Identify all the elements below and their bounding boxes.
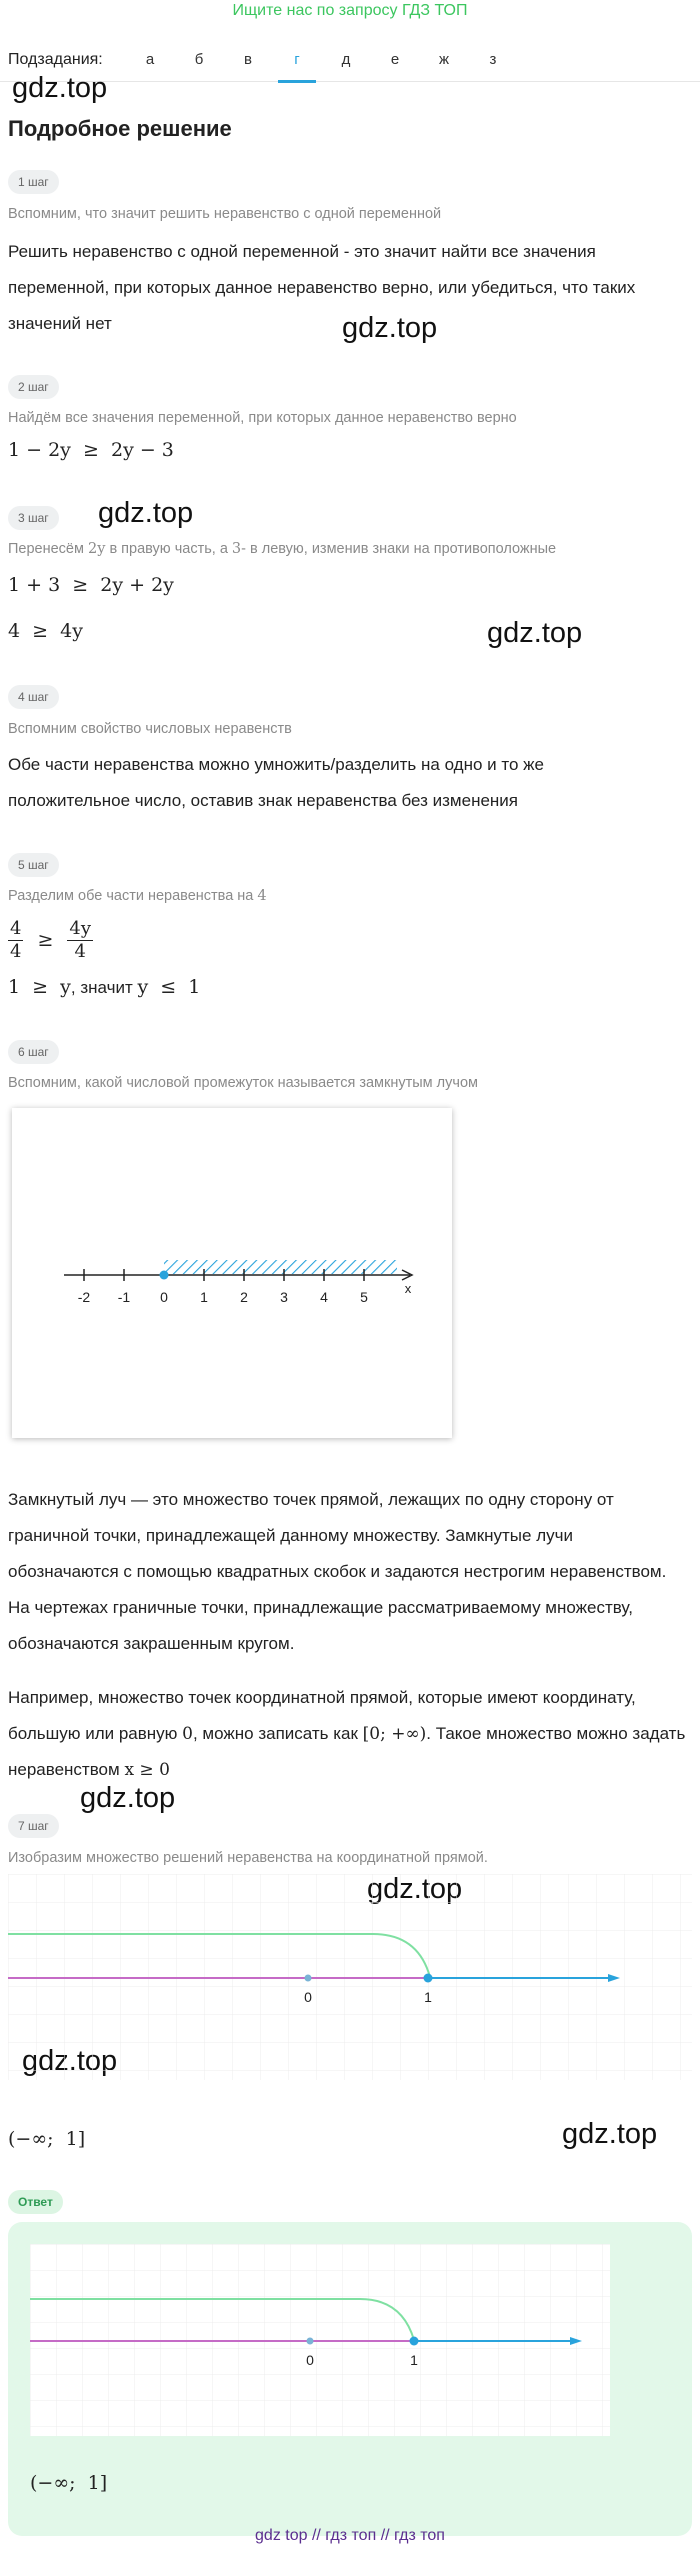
step-badge: 1 шаг [8,170,59,194]
fraction-left [8,918,23,963]
tab-d[interactable]: д [341,51,351,68]
tick-label: 1 [200,1289,208,1305]
example-text: Например, множество точек координатной прямой, которые имеют координату, большую или равную 0, можно записать как [0; +∞). Такое множество можно задать неравенством x ≥ 0 [8,1688,686,1780]
step-hint: Вспомним, что значит решить неравенство с одной переменной [8,206,442,222]
closed-point [410,2337,419,2346]
watermark: gdz.top [562,2118,658,2150]
axis-label: x [404,1281,412,1296]
tick-label: 3 [280,1289,288,1305]
definition-text: Замкнутый луч — это множество точек прямой, лежащих по одну сторону от граничной точки, принадлежащей данному множеству. Замкнутые лучи обозначаются с помощью квадратных скобок и задаются нестрогим неравенством. На чертежах граничные точки, принадлежащие рассматриваемому множеству, обозначаются закрашенным кругом. [8,1490,667,1653]
number-line-figure [12,1108,452,1438]
math-line: 1 + 3 ≥ 2y + 2y [8,574,174,596]
answer-figure [30,2244,610,2436]
answer-badge: Ответ [8,2190,63,2214]
tab-b[interactable]: б [194,51,204,68]
solution-line-svg [8,1874,692,2080]
step-badge: 6 шаг [8,1040,59,1064]
page-title: Подробное решение [8,116,232,141]
numerator: 4 [10,917,22,939]
tick-label: -1 [117,1289,131,1305]
fraction-inequality [8,915,93,965]
step-hint: Разделим обе части неравенства на 4 [8,888,267,904]
closed-point [424,1974,433,1983]
tab-g[interactable]: г [294,51,300,68]
search-banner: Ищите нас по запросу ГДЗ ТОП [232,2,468,19]
step-badge: 4 шаг [8,685,59,709]
answer-interval: (−∞; 1] [30,2472,108,2494]
point-label: 0 [304,1989,312,2005]
watermark: gdz.top [342,312,438,344]
tab-v[interactable]: в [244,51,252,68]
tab-zh[interactable]: ж [438,51,450,68]
math-line: 1 ≥ y, значит y ≤ 1 [8,976,201,998]
tick-label: -2 [77,1289,91,1305]
step-text: Обе части неравенства можно умножить/разделить на одно и то же положительное число, оставив знак неравенства без изменения [8,755,544,810]
active-tab-indicator [278,80,316,83]
answer-box [8,2222,692,2536]
math-line: 1 − 2y ≥ 2y − 3 [8,439,174,461]
step-hint: Изобразим множество решений неравенства на координатной прямой. [8,1850,488,1866]
math-line: 4 ≥ 4y [8,620,83,642]
tick-label: 2 [240,1289,248,1305]
step-hint: Вспомним свойство числовых неравенств [8,721,292,737]
watermark: gdz.top [98,497,194,529]
relation: ≥ [37,929,54,951]
point-label: 1 [410,2352,418,2368]
tick-label: 5 [360,1289,368,1305]
step-hint: Найдём все значения переменной, при которых данное неравенство верно [8,410,517,426]
point-label: 1 [424,1989,432,2005]
step-badge: 2 шаг [8,375,59,399]
step-hint: Перенесём 2y в правую часть, а 3- в левую, изменив знаки на противоположные [8,541,557,557]
numerator: 4y [69,917,91,939]
step-badge: 5 шаг [8,853,59,877]
step-hint: Вспомним, какой числовой промежуток называется замкнутым лучом [8,1075,478,1091]
watermark: gdz.top [12,72,108,104]
watermark: gdz.top [80,1782,176,1814]
tick-label: 4 [320,1289,328,1305]
zero-point [305,1975,312,1982]
result-interval: (−∞; 1] [8,2128,86,2150]
zero-point [307,2338,314,2345]
solution-figure [8,1874,692,2080]
tab-z[interactable]: з [489,51,497,68]
number-line-svg [12,1108,452,1438]
watermark: gdz.top [487,617,583,649]
step-badge: 3 шаг [8,506,59,530]
shaded-interval [164,1260,397,1274]
fraction-right [67,918,93,963]
tick-label: 0 [160,1289,168,1305]
subtasks-label: Подзадания: [8,51,103,68]
point-label: 0 [306,2352,314,2368]
answer-line-svg [30,2244,610,2436]
step-badge: 7 шаг [8,1814,59,1838]
denominator: 4 [10,940,22,962]
step-text: Решить неравенство с одной переменной - это значит найти все значения переменной, при которых данное неравенство верно, или убедиться, что таких значений нет [8,242,636,333]
closed-point [160,1271,169,1280]
tab-e[interactable]: е [390,51,400,68]
tab-a[interactable]: а [145,51,155,68]
denominator: 4 [74,940,86,962]
footer-links[interactable]: gdz top // гдз топ // гдз топ [255,2527,445,2544]
